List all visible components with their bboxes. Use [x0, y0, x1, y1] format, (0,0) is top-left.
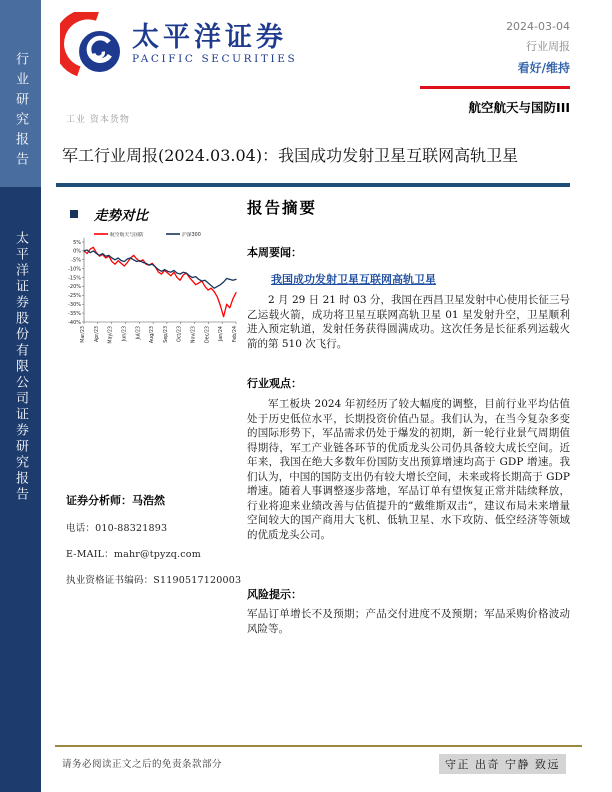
svg-text:Feb/24: Feb/24 [233, 326, 238, 343]
industry-view-body: 军工板块 2024 年初经历了较大幅度的调整，目前行业平均估值处于历史低位水平，长期投资价值凸显。我们认为，在当今复杂多变的国际形势下，军品需求仍处于爆发的初期，新一轮行业景气周期值得期待，军工产业链各环节的优质龙头公司仍具备较大成长空间。近年来，我国在绝大多数年份国防支出预算增速均高于 GDP 增速。我们认为，中国的国防支出仍有较大增长空间，未来或将长期高于 GDP 增速。随着人事调整逐步落地，军品订单有望恢复正常并陆续释放，行业将迎来业绩改善与估值提升的“戴维斯双击”，建议布局未来增量空间较大的国产商用大飞机、低轨卫星、水下攻防、低空经济等领域的优质龙头公司。 [247, 398, 570, 541]
svg-text:Jun/23: Jun/23 [122, 326, 128, 342]
footer-disclaimer: 请务必阅读正文之后的免责条款部分 [62, 759, 223, 770]
svg-text:航空航天与国防: 航空航天与国防 [110, 233, 144, 238]
sidebar-bottom-band [0, 187, 41, 792]
breadcrumb: 工业 资本货物 [66, 115, 130, 125]
svg-text:-25%: -25% [68, 293, 81, 300]
svg-text:Apr/23: Apr/23 [94, 326, 100, 343]
report-date: 2024-03-04 [506, 20, 570, 33]
square-bullet-icon [70, 210, 78, 218]
trend-chart-header [70, 204, 148, 224]
svg-text:-40%: -40% [68, 319, 81, 326]
title-divider [56, 183, 570, 187]
analyst-license: 执业资格证书编码：S1190517120003 [66, 575, 242, 586]
svg-text:Aug/23: Aug/23 [150, 326, 156, 344]
svg-text:-15%: -15% [68, 275, 81, 282]
summary-heading: 报告摘要 [247, 198, 318, 217]
trend-comparison-chart [60, 226, 242, 358]
svg-text:Mar/23: Mar/23 [81, 326, 86, 343]
svg-text:Sep/23: Sep/23 [163, 326, 169, 343]
industry-name: 航空航天与国防III [468, 100, 570, 115]
rating-badge: 看好/维持 [517, 61, 570, 75]
svg-text:Oct/23: Oct/23 [177, 326, 183, 343]
svg-text:-30%: -30% [68, 302, 81, 309]
report-type: 行业周报 [526, 40, 570, 53]
svg-text:Jul/23: Jul/23 [136, 326, 142, 340]
report-summary [247, 196, 570, 636]
analyst-email[interactable]: E-MAIL：mahr@tpyzq.com [66, 549, 201, 560]
svg-text:Jan/24: Jan/24 [219, 326, 225, 342]
trend-chart-title: 走势对比 [94, 208, 148, 224]
svg-text:Dec/23: Dec/23 [205, 326, 211, 344]
logo-name-cn: 太平洋证券 [132, 21, 287, 53]
svg-text:-10%: -10% [68, 266, 81, 273]
industry-view-label: 行业观点： [247, 377, 302, 390]
svg-text:0%: 0% [73, 248, 81, 255]
sidebar-report-type-label: 行业研究报告 [13, 52, 28, 172]
svg-text:May/23: May/23 [108, 326, 114, 344]
weekly-news-headline[interactable]: 我国成功发射卫星互联网高轨卫星 [271, 273, 436, 286]
rating-underline [420, 86, 570, 89]
footer-divider [55, 745, 582, 747]
weekly-news-label: 本周要闻： [247, 246, 302, 259]
svg-text:-35%: -35% [68, 310, 81, 317]
svg-text:-5%: -5% [71, 257, 81, 264]
logo-text [132, 23, 297, 66]
page-title: 军工行业周报(2024.03.04)：我国成功发射卫星互联网高轨卫星 [62, 146, 519, 165]
footer-slogan: 守正 出奇 宁静 致远 [439, 754, 566, 774]
weekly-news-body: 2 月 29 日 21 时 03 分，我国在西昌卫星发射中心使用长征三号乙运载火箭，成功将卫星互联网高轨卫星 01 星发射升空，卫星顺利进入预定轨道，发射任务获得圆满成功。这次任务是长征系列运载火箭的第 510 次飞行。 [247, 294, 570, 350]
risk-body: 军品订单增长不及预期；产品交付进度不及预期；军品采购价格波动风险等。 [247, 608, 570, 635]
svg-text:5%: 5% [73, 239, 81, 246]
analyst-block [66, 492, 246, 598]
risk-label: 风险提示： [247, 588, 302, 601]
header-meta [420, 20, 570, 116]
analyst-phone: 电话：010-88321893 [66, 523, 168, 534]
svg-text:沪深300: 沪深300 [182, 233, 201, 238]
left-sidebar [0, 0, 41, 792]
analyst-name: 证券分析师：马浩然 [66, 494, 165, 507]
svg-text:Nov/23: Nov/23 [191, 326, 197, 344]
sidebar-company-label: 太平洋证券股份有限公司证券研究报告 [13, 231, 28, 503]
svg-text:-20%: -20% [68, 284, 81, 291]
company-logo [60, 12, 297, 76]
sidebar-top-band [0, 0, 41, 187]
logo-name-en: PACIFIC SECURITIES [132, 53, 298, 66]
pacific-securities-swirl-icon [60, 12, 124, 76]
